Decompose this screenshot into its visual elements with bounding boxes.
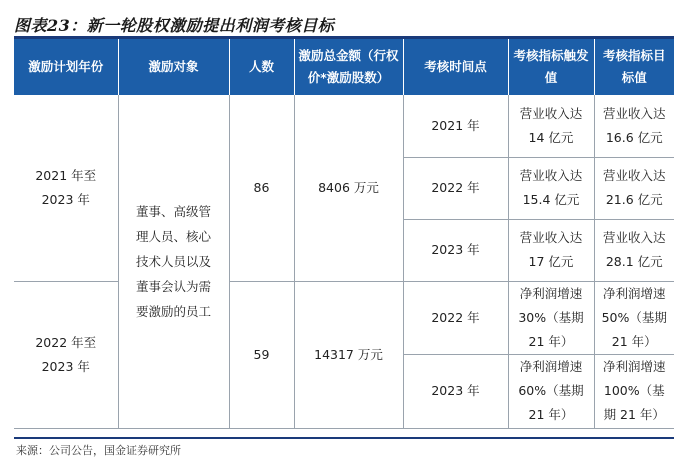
assess-time-cell: 2022 年 <box>403 281 508 354</box>
header-plan-year: 激励计划年份 <box>14 39 118 95</box>
trigger-value-cell: 净利润增速 60%（基期 21 年） <box>508 354 594 428</box>
amount-cell: 14317 万元 <box>294 281 403 428</box>
target-cell: 董事、高级管理人员、核心技术人员以及董事会认为需要激励的员工 <box>118 95 229 428</box>
header-target-value: 考核指标目标值 <box>594 39 674 95</box>
target-value-cell: 营业收入达 28.1 亿元 <box>594 219 674 281</box>
table-row <box>14 95 674 157</box>
header-target: 激励对象 <box>118 39 229 95</box>
assess-time-cell: 2023 年 <box>403 354 508 428</box>
header-row <box>14 39 674 95</box>
amount-cell: 8406 万元 <box>294 95 403 281</box>
target-value-cell: 净利润增速 100%（基期 21 年） <box>594 354 674 428</box>
table-row <box>14 281 674 354</box>
chart-title: 图表23：新一轮股权激励提出利润考核目标 <box>14 16 335 35</box>
trigger-value-cell: 营业收入达 17 亿元 <box>508 219 594 281</box>
assess-time-cell: 2022 年 <box>403 157 508 219</box>
target-value-cell: 营业收入达 21.6 亿元 <box>594 157 674 219</box>
target-value-cell: 营业收入达 16.6 亿元 <box>594 95 674 157</box>
trigger-value-cell: 营业收入达 15.4 亿元 <box>508 157 594 219</box>
plan-year-cell: 2021 年至 2023 年 <box>14 95 118 281</box>
count-cell: 59 <box>229 281 294 428</box>
source-rule <box>14 437 674 439</box>
count-cell: 86 <box>229 95 294 281</box>
plan-year-cell: 2022 年至 2023 年 <box>14 281 118 428</box>
header-total-amount: 激励总金额（行权价*激励股数） <box>294 39 403 95</box>
incentive-table <box>14 39 674 429</box>
trigger-value-cell: 营业收入达 14 亿元 <box>508 95 594 157</box>
header-assess-time: 考核时间点 <box>403 39 508 95</box>
assess-time-cell: 2023 年 <box>403 219 508 281</box>
header-count: 人数 <box>229 39 294 95</box>
header-trigger-value: 考核指标触发值 <box>508 39 594 95</box>
assess-time-cell: 2021 年 <box>403 95 508 157</box>
source-note: 来源：公司公告，国金证券研究所 <box>16 444 181 457</box>
target-value-cell: 净利润增速 50%（基期 21 年） <box>594 281 674 354</box>
trigger-value-cell: 净利润增速 30%（基期 21 年） <box>508 281 594 354</box>
